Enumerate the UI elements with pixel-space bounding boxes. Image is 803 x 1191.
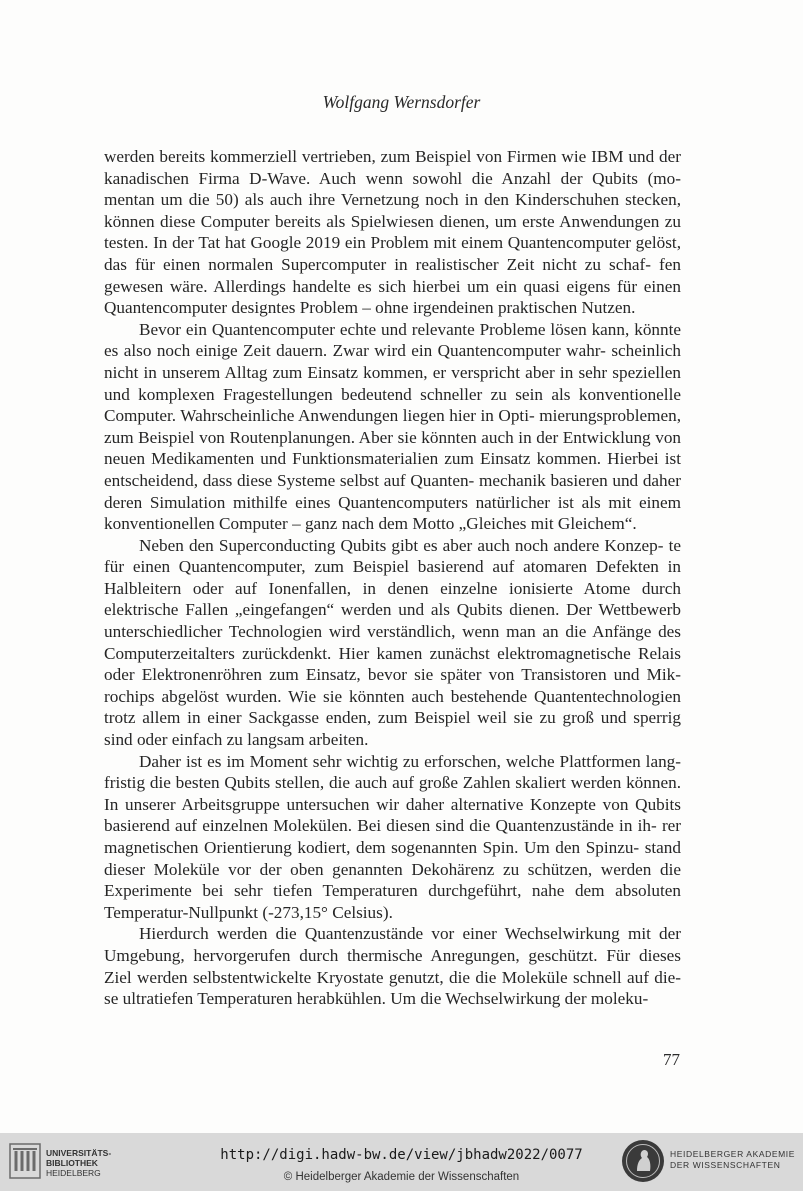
paragraph-line: in Halbleitern oder auf Ionenfallen, in denen einzelne ionisierte Atome durch [104,557,681,598]
paragraph [104,319,681,535]
paragraph-line: mentan um die 50) als auch ihre Vernetzung noch in den Kinderschuhen stecken, [104,190,681,210]
paragraph-line: konventionelle Computer. Wahrscheinliche Anwendungen liegen hier in Opti- [104,384,681,426]
paragraph-line: können diese Computer bereits als Spielwiesen dienen, um erste Anwendungen [104,211,660,231]
paragraph [104,146,681,319]
paragraph-line: natürlicher ist als mit einem konventionellen Computer – ganz nach dem Motto [104,492,681,534]
paragraph-line: Computerzeitalters zurückdenkt. Hier kamen zunächst elektromagnetische Relais [104,643,681,663]
paragraph-line: rochips abgelöst wurden. Wie sie könnten auch bestehende Quantentechnologien [104,686,681,706]
paragraph-line: in der Entwicklung von neuen Medikamenten und Funktionsmaterialien zum [104,427,682,469]
paragraph-line: Umgebung, hervorgerufen durch thermische Anregungen, geschützt. Für dieses [104,945,681,965]
footer-bar [0,1133,803,1191]
paragraph-line: In unserer Arbeitsgruppe untersuchen wir daher alternative Konzepte von Qubits [104,794,681,814]
permalink-url[interactable]: http://digi.hadw-bw.de/view/jbhadw2022/0077 [220,1147,583,1163]
academy-seal-icon[interactable] [620,1138,666,1184]
paragraph-line: unterschiedlicher Technologien wird verständlich, wenn man an die Anfänge des [104,622,681,642]
paragraph-line: basierend auf einzelnen Molekülen. Bei diesen sind die Quantenzustände in ih- [104,816,657,836]
paragraph-line: Temperatur-Nullpunkt (-273,15° Celsius). [104,902,393,922]
paragraph-line: Bevor ein Quantencomputer echte und relevante Probleme lösen kann, [139,319,630,339]
paragraph-line: der kanadischen Firma D-Wave. Auch wenn sowohl die Anzahl der Qubits (mo- [104,147,681,188]
page-number: 77 [663,1050,680,1069]
paragraph-line: stand dieser Moleküle vor der oben genannten Dekohärenz zu schützen, werden [104,838,681,879]
running-head-author: Wolfgang Wernsdorfer [322,92,481,112]
paragraph-line: Quantencomputer designtes Problem – ohne irgendeinen praktischen Nutzen. [104,298,636,318]
paragraph-line: mierungsproblemen, zum Beispiel von Routenplanungen. Aber sie könnten auch [104,406,681,447]
paragraph-line: die Experimente bei sehr tiefen Temperaturen durchgeführt, nahe dem absoluten [104,859,681,901]
paragraph-line: scheinlich nicht in unserem Alltag zum Einsatz kommen, er verspricht aber in [104,341,682,382]
paragraph-line: Ziel werden selbstentwickelte Kryostate genutzt, die die Moleküle schnell auf die- [104,967,681,987]
library-name-line: UNIVERSITÄTS- [46,1148,112,1158]
paragraph-line: werden bereits kommerziell vertrieben, zum Beispiel von Firmen wie IBM und [104,147,655,166]
paragraph-line: elektrische Fallen „eingefangen“ werden und als Qubits dienen. Der Wettbewerb [104,600,681,620]
paragraph [104,751,681,924]
paragraph-line: „Gleiches mit Gleichem“. [458,514,637,534]
paragraph-line: könnte es also noch einige Zeit dauern. Zwar wird ein Quantencomputer wahr- [104,319,681,361]
library-name-line: HEIDELBERG [46,1168,101,1178]
paragraph [104,535,681,751]
paragraph-line: mechanik basieren und daher deren Simulation mithilfe eines Quantencomputers [104,470,681,512]
paragraph-line: gelöst, das für einen normalen Supercomputer in realistischer Zeit nicht zu schaf- [104,233,681,274]
paragraph-line: Neben den Superconducting Qubits gibt es aber auch noch andere Konzep- [139,535,664,555]
academy-name[interactable] [670,1149,795,1171]
paragraph [104,923,681,1009]
paragraph-line: se ultratiefen Temperaturen herabkühlen. Um die Wechselwirkung der moleku- [104,989,649,1009]
paragraph-line: Hierdurch werden die Quantenzustände vor einer Wechselwirkung mit der [139,924,681,944]
copyright-notice: © Heidelberger Akademie der Wissenschaften [283,1171,520,1183]
paragraph-line: fristig die besten Qubits stellen, die auch auf große Zahlen skaliert werden können. [104,773,681,793]
paragraph-line: fen gewesen wäre. Allerdings handelte es sich hierbei um ein quasi eigens für einen [104,254,681,296]
paragraph-line: trotz allem in einer Sackgasse enden, zum Beispiel weil sie zu groß und sperrig [104,708,681,728]
paragraph-line: te für einen Quantencomputer, zum Beispiel basierend auf atomaren Defekten [104,535,682,577]
paragraph-line: rer magnetischen Orientierung kodiert, dem sogenannten Spin. Um den Spinzu- [104,816,682,857]
academy-name-line: HEIDELBERGER AKADEMIE [670,1149,796,1159]
academy-name-line: DER WISSENSCHAFTEN [670,1160,781,1170]
paragraph-line: zu testen. In der Tat hat Google 2019 ein Problem mit einem Quantencomputer [104,211,681,253]
paragraph-line: sehr speziellen und komplexen Fragestellungen bedeutend schneller zu sein als [104,362,682,404]
paragraph-line: oder Elektronenröhren zum Einsatz, bevor sie später von Transistoren und Mik- [104,665,681,685]
body-text [104,146,681,1010]
paragraph-line: sind oder einfach zu langsam arbeiten. [104,730,369,750]
paragraph-line: Einsatz kommen. Hierbei ist entscheidend, dass diese Systeme selbst auf Quanten- [104,449,682,490]
library-name-line: BIBLIOTHEK [46,1158,98,1168]
paragraph-line: Daher ist es im Moment sehr wichtig zu erforschen, welche Plattformen lang- [139,751,681,771]
